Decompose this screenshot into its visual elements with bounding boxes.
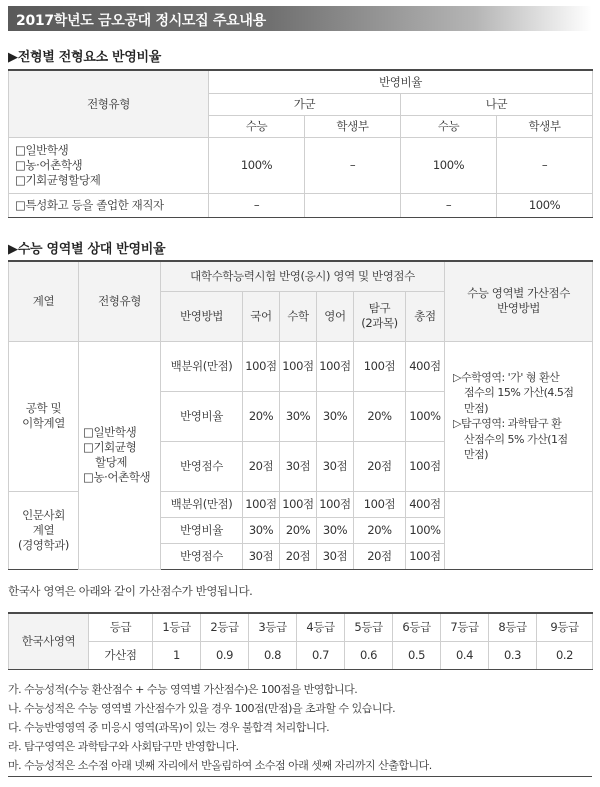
score: 0.5 [393, 641, 441, 669]
notes-list [8, 680, 592, 775]
grade: 1등급 [153, 613, 201, 641]
header-ga-hakseng: 학생부 [305, 115, 401, 137]
grade: 3등급 [249, 613, 297, 641]
bonus-line: 산점수의 5% 가산(1점 [464, 432, 568, 446]
cell: 100점 [354, 341, 406, 391]
note-item: 나. 수능성적은 수능 영역별 가산점수가 있을 경우 100점(만점)을 초과할 수 있습니다. [8, 702, 396, 715]
cell: 20% [243, 391, 280, 441]
grade: 6등급 [393, 613, 441, 641]
note-item: 마. 수능성적은 소수점 아래 넷째 자리에서 반올림하여 소수점 아래 셋째 자리까지 산출합니다. [8, 759, 432, 772]
inquiry-label: 탐구 [368, 301, 391, 315]
header-gyeyeol: 계열 [9, 261, 79, 341]
bonus-note [445, 341, 593, 491]
gyeyeol-engineering [9, 341, 79, 491]
method: 백분위(만점) [161, 341, 243, 391]
cell: 100점 [243, 491, 280, 517]
score-label: 가산점 [89, 641, 153, 669]
header-na-suneung: 수능 [401, 115, 497, 137]
score: 0.7 [297, 641, 345, 669]
header-na-hakseng: 학생부 [497, 115, 593, 137]
type-item: 할당제 [95, 455, 128, 469]
score: 1 [153, 641, 201, 669]
header-exam: 대학수학능력시험 반영(응시) 영역 및 반영점수 [161, 261, 445, 291]
cell: 20점 [280, 543, 317, 569]
cell: 30% [243, 517, 280, 543]
score: 0.3 [489, 641, 537, 669]
header-ratio: 반영비율 [209, 70, 593, 93]
korean-history-label: 한국사영역 [9, 613, 89, 669]
row2-type: □특성화고 등을 졸업한 재직자 [9, 193, 209, 217]
cell: 30점 [280, 441, 317, 491]
gyeyeol-line: 이학계열 [22, 416, 65, 430]
cell: 100점 [406, 543, 445, 569]
cell: – [209, 193, 305, 217]
type-item: □농·어촌학생 [83, 470, 151, 484]
cell: 100점 [354, 491, 406, 517]
cell: 100% [497, 193, 593, 217]
type-item: □일반학생 [15, 142, 69, 157]
gyeyeol-line: (경영학과) [17, 537, 69, 552]
page-title: 2017학년도 금오공대 정시모집 주요내용 [16, 13, 266, 29]
note-item: 가. 수능성적(수능 환산점수 + 수능 영역별 가산점수)은 100점을 반영합니다. [8, 683, 358, 696]
method: 백분위(만점) [161, 491, 243, 517]
method: 반영비율 [161, 517, 243, 543]
grade-label: 등급 [89, 613, 153, 641]
cell: 20% [354, 517, 406, 543]
header-ga-suneung: 수능 [209, 115, 305, 137]
score: 0.9 [201, 641, 249, 669]
cell: 100% [406, 391, 445, 441]
header-total: 총점 [406, 291, 445, 341]
bottom-rule [8, 776, 592, 777]
cell: 100% [209, 137, 305, 193]
cell: 400점 [406, 491, 445, 517]
cell: 400점 [406, 341, 445, 391]
header-group-na: 나군 [401, 93, 593, 115]
cell: 100점 [406, 441, 445, 491]
score: 0.2 [537, 641, 593, 669]
cell: – [401, 193, 497, 217]
type-item: □농·어촌학생 [15, 157, 83, 172]
method: 반영점수 [161, 543, 243, 569]
method: 반영점수 [161, 441, 243, 491]
suneung-ratio-table [8, 260, 593, 570]
method: 반영비율 [161, 391, 243, 441]
gyeyeol-line: 공학 및 [25, 401, 62, 415]
grade: 2등급 [201, 613, 249, 641]
section1-heading: ▶전형별 전형요소 반영비율 [8, 50, 161, 65]
cell [305, 193, 401, 217]
gyeyeol-line: 인문사회 [22, 507, 65, 522]
header-bonus: 수능 영역별 가산점수 반영방법 [445, 261, 593, 341]
cell: – [305, 137, 401, 193]
bonus-line: ▷수학영역: '가' 형 환산 [453, 370, 560, 384]
gyeyeol-humanities [9, 491, 79, 569]
grade: 4등급 [297, 613, 345, 641]
cell: 100점 [280, 341, 317, 391]
type-item: □기회균형 [83, 440, 137, 454]
header-group-ga: 가군 [209, 93, 401, 115]
note-item: 라. 탐구영역은 과학탐구와 사회탐구만 반영합니다. [8, 740, 239, 753]
bonus-line: 만점) [464, 401, 489, 415]
cell: 100점 [280, 491, 317, 517]
cell: 30% [317, 391, 354, 441]
cell: 100% [401, 137, 497, 193]
header-inquiry [354, 291, 406, 341]
cell: 100점 [317, 341, 354, 391]
bonus-line: 만점) [464, 448, 489, 461]
korean-history-intro: 한국사 영역은 아래와 같이 가산점수가 반영됩니다. [8, 584, 253, 598]
score: 0.4 [441, 641, 489, 669]
title-bar [8, 6, 592, 31]
cell: 20점 [243, 441, 280, 491]
cell: 30% [280, 391, 317, 441]
cell: 20점 [354, 441, 406, 491]
header-math: 수학 [280, 291, 317, 341]
bonus-empty [445, 491, 593, 569]
grade: 7등급 [441, 613, 489, 641]
type-item: □기회균형할당제 [15, 172, 101, 187]
header-type: 전형유형 [79, 261, 161, 341]
gyeyeol-line: 계열 [32, 522, 55, 537]
cell: 20% [280, 517, 317, 543]
selection-ratio-table [8, 69, 593, 218]
note-item: 다. 수능반영영역 중 미응시 영역(과목)이 있는 경우 불합격 처리합니다. [8, 721, 330, 734]
header-method: 반영방법 [161, 291, 243, 341]
header-english: 영어 [317, 291, 354, 341]
bonus-line: ▷탐구영역: 과학탐구 환 [453, 417, 562, 430]
cell: 20% [354, 391, 406, 441]
grade: 8등급 [489, 613, 537, 641]
score: 0.8 [249, 641, 297, 669]
bonus-line: 점수의 15% 가산(4.5점 [464, 386, 574, 399]
cell: 30점 [317, 543, 354, 569]
type-list [79, 341, 161, 569]
grade: 5등급 [345, 613, 393, 641]
cell: 30점 [243, 543, 280, 569]
cell: 20점 [354, 543, 406, 569]
type-item: □일반학생 [83, 425, 137, 439]
inquiry-sub-label: (2과목) [361, 316, 398, 330]
cell: 100% [406, 517, 445, 543]
header-type: 전형유형 [9, 70, 209, 137]
cell: 100점 [243, 341, 280, 391]
cell: 30% [317, 517, 354, 543]
header-korean: 국어 [243, 291, 280, 341]
cell: 30점 [317, 441, 354, 491]
korean-history-table [8, 612, 593, 670]
cell: 100점 [317, 491, 354, 517]
grade: 9등급 [537, 613, 593, 641]
cell: – [497, 137, 593, 193]
row1-types [9, 137, 209, 193]
section2-heading: ▶수능 영역별 상대 반영비율 [8, 242, 166, 257]
score: 0.6 [345, 641, 393, 669]
